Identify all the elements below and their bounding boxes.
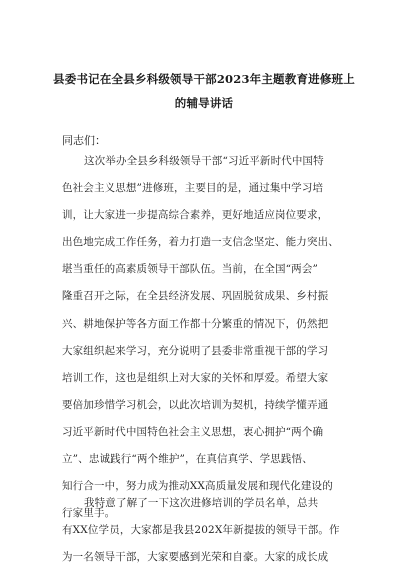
paragraph-line: 我特意了解了一下这次进修培训的学员名单，总共: [84, 497, 319, 509]
paragraph-line: 培训工作，这也是组织上对大家的关怀和厚爱。希望大家: [62, 371, 329, 384]
paragraph-line: 知行合一中，努力成为推动XX高质量发展和现代化建设的: [62, 480, 333, 493]
paragraph-line: 习近平新时代中国特色社会主义思想，衷心拥护“两个确: [62, 425, 324, 438]
paragraph-2: [62, 490, 362, 571]
paragraph-1: [62, 148, 362, 527]
title-line-1: 县委书记在全县乡科级领导干部2023年主题教育进修班上: [53, 72, 355, 86]
paragraph-line: 行家里手。: [62, 507, 116, 520]
paragraph-line: 立”、忠诚践行“两个维护”，在真信真学、学思践悟、: [62, 453, 313, 466]
paragraph-line: 要倍加珍惜学习机会，以此次培训为契机，持续学懂弄通: [62, 398, 329, 411]
paragraph-line: 兴、耕地保护等各方面工作都十分繁重的情况下，仍然把: [62, 317, 329, 330]
paragraph-line: 出色地完成工作任务，着力打造一支信念坚定、能力突出、: [62, 236, 339, 249]
paragraph-line: 训，让大家进一步提高综合素养，更好地适应岗位要求，: [62, 209, 329, 222]
salutation: 同志们：: [62, 134, 106, 147]
paragraph-line: 隆重召开之际，在全县经济发展、巩固脱贫成果、乡村振: [62, 290, 329, 303]
document-title: [40, 67, 368, 115]
paragraph-line: 有XX位学员，大家都是我县202X年新提拔的领导干部。作: [62, 524, 340, 537]
paragraph-line: 大家组织起来学习，充分说明了县委非常重视干部的学习: [62, 344, 329, 357]
paragraph-line: 这次举办全县乡科级领导干部“习近平新时代中国特: [84, 155, 324, 167]
paragraph-line: 色社会主义思想”进修班，主要目的是，通过集中学习培: [62, 182, 324, 195]
paragraph-line: 为一名领导干部，大家要感到光荣和自豪。大家的成长成: [62, 551, 329, 564]
paragraph-line: 堪当重任的高素质领导干部队伍。当前，在全国“两会”: [62, 263, 318, 276]
title-line-2: 的辅导讲话: [174, 96, 234, 110]
